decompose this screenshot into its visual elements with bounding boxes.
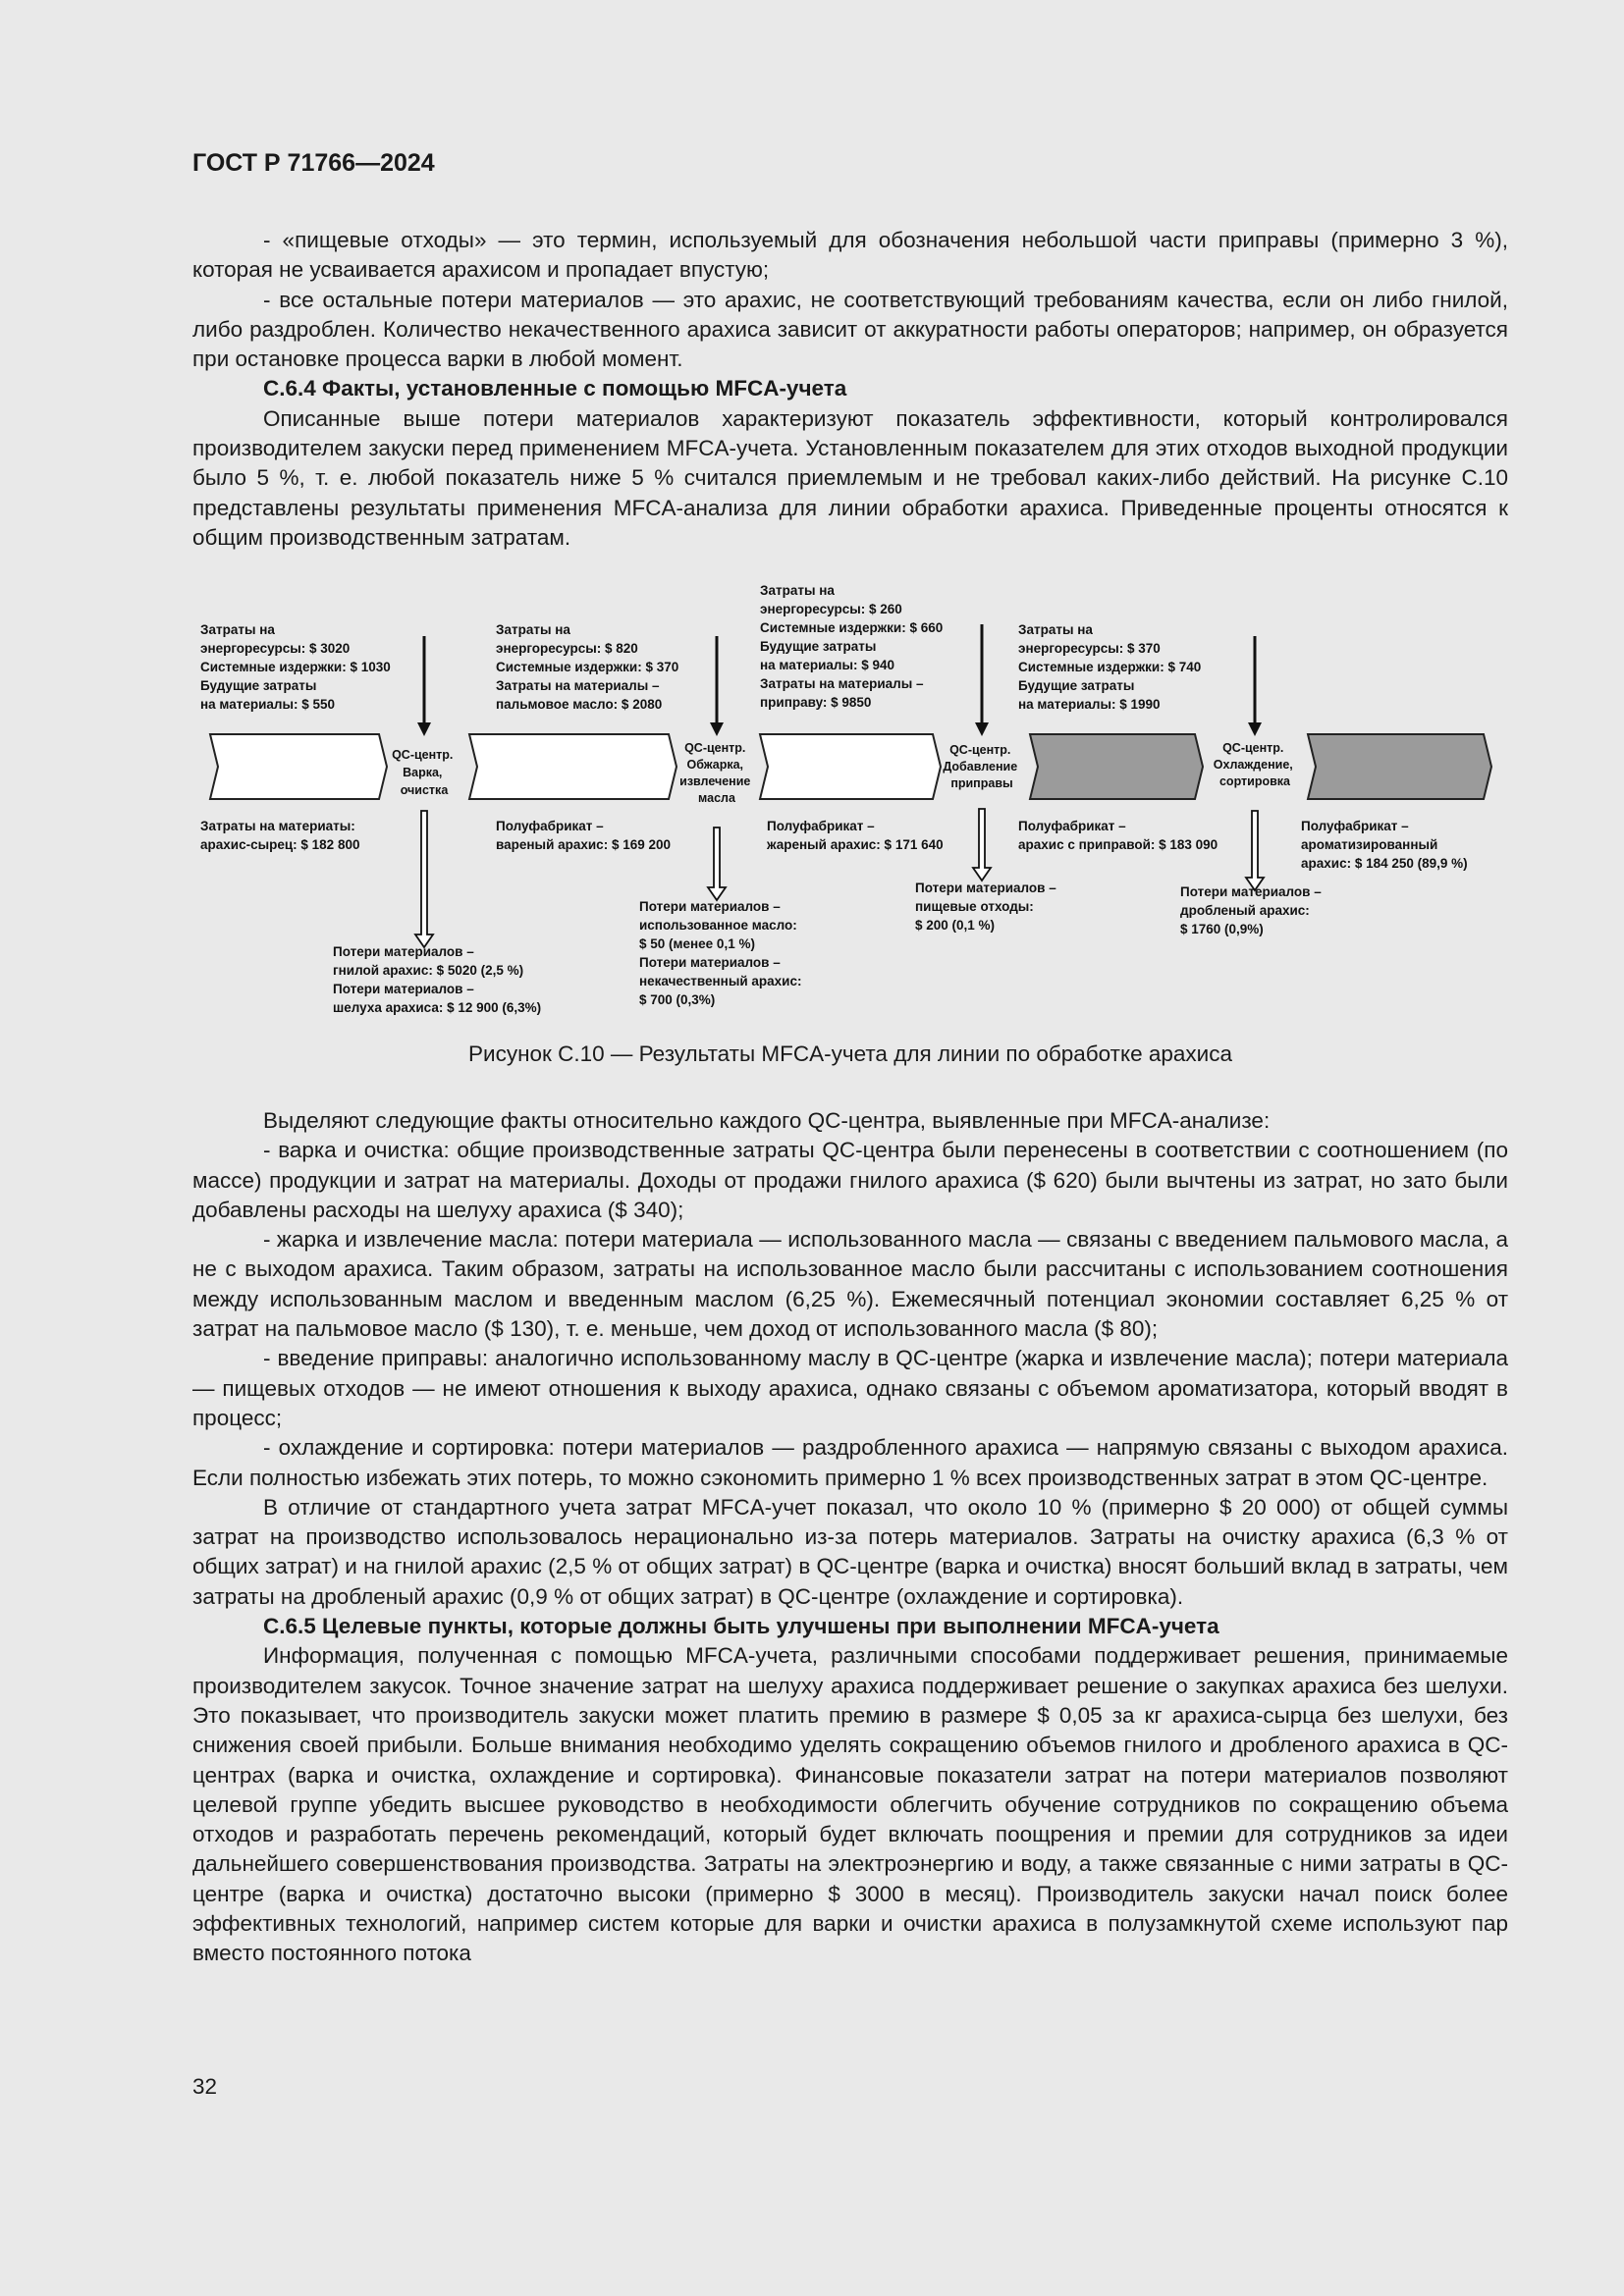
label-line: арахис-сырец: $ 182 800	[200, 837, 360, 852]
flow-arrow-5	[1308, 734, 1491, 799]
label-line: $ 200 (0,1 %)	[915, 918, 996, 933]
text-block-top	[192, 226, 1508, 553]
label-line: Будущие затраты	[760, 639, 877, 654]
label-line: Затраты на	[200, 622, 275, 637]
label-line: QC-центр.	[1222, 741, 1284, 755]
label-line: Обжарка,	[686, 758, 744, 772]
label-line: использованное масло:	[639, 918, 797, 933]
input-arrow-1	[417, 636, 431, 736]
label-line: дробленый арахис:	[1180, 903, 1310, 918]
label-line: вареный арахис: $ 169 200	[496, 837, 671, 852]
label-line: Полуфабрикат –	[767, 819, 875, 833]
mfca-flow-diagram	[192, 577, 1508, 1029]
flow-arrow-1	[210, 734, 387, 799]
qc-center-1	[392, 748, 457, 797]
label-line: сортировка	[1218, 774, 1291, 788]
label-line: арахис с приправой: $ 183 090	[1018, 837, 1218, 852]
label-line: гнилой арахис: $ 5020 (2,5 %)	[333, 963, 524, 978]
label-line: очистка	[400, 783, 449, 797]
label-line: некачественный арахис:	[639, 974, 802, 988]
label-line: энергоресурсы: $ 260	[760, 602, 902, 616]
flow-arrow-4	[1030, 734, 1203, 799]
loss-label-2	[639, 899, 805, 1007]
paragraph: Выделяют следующие факты относительно каждого QC-центра, выявленные при MFCA-анализе:	[263, 1108, 1271, 1133]
product-label-4	[1018, 819, 1218, 852]
label-line: Потери материалов –	[333, 982, 474, 996]
product-label-5	[1301, 819, 1468, 871]
section-heading: С.6.5 Целевые пункты, которые должны быть улучшены при выполнении MFCA-учета	[263, 1614, 1219, 1639]
label-line: энергоресурсы: $ 370	[1018, 641, 1161, 656]
label-line: Потери материалов –	[333, 944, 474, 959]
label-line: масла	[698, 791, 735, 805]
label-line: $ 700 (0,3%)	[639, 992, 716, 1007]
label-line: $ 50 (менее 0,1 %)	[639, 936, 755, 951]
section-heading: С.6.4 Факты, установленные с помощью MFCA-учета	[263, 376, 847, 401]
input-arrow-3	[975, 624, 989, 736]
product-label-3	[766, 819, 944, 852]
label-line: Затраты на	[496, 622, 570, 637]
label-line: Полуфабрикат –	[1018, 819, 1126, 833]
paragraph: В отличие от стандартного учета затрат MFCA-учет показал, что около 10 % (примерно $ 20 000) от общей суммы затрат на производство использовалось нерационально из-за потерь материалов. Затраты на очистку арахиса (6,3 % от общих затрат) и на гнилой арахис (2,5 % от общих затрат) в QC-центре (варка и очистка) вносят больший вклад в затраты, чем затраты на дробленый арахис (0,9 % от общих затрат) в QC-центре (охлаждение и сортировка).	[192, 1494, 1508, 1609]
input-arrow-2	[710, 636, 724, 736]
label-line: Затраты на материалы –	[496, 678, 660, 693]
input-costs-3	[760, 583, 947, 710]
label-line: пальмовое масло: $ 2080	[496, 697, 663, 712]
label-line: энергоресурсы: $ 3020	[200, 641, 351, 656]
loss-label-4	[1180, 884, 1326, 936]
qc-center-2	[679, 741, 754, 805]
paragraph: - жарка и извлечение масла: потери материала — использованного масла — связаны с введением пальмового масла, а не с выходом арахиса. Таким образом, затраты на использованное масло были рассчитаны с использованием соотношения между использованным маслом и введенным маслом (6,25 %). Ежемесячный потенциал экономии составляет 6,25 % от затрат на пальмовое масло ($ 130), т. е. меньше, чем доход от использованного масла ($ 80);	[192, 1227, 1508, 1342]
label-line: приправы	[950, 776, 1013, 790]
input-arrow-4	[1248, 636, 1262, 736]
paragraph: - все остальные потери материалов — это арахис, не соответствующий требованиям качества, если он либо гнилой, либо раздроблен. Количество некачественного арахиса зависит от аккуратности работы операторов; например, он образуется при остановке процесса варки в любой момент.	[192, 287, 1508, 372]
label-line: Будущие затраты	[1018, 678, 1135, 693]
flow-arrow-2	[469, 734, 677, 799]
label-line: QC-центр.	[949, 743, 1011, 757]
loss-label-1	[333, 944, 541, 1015]
label-line: QC-центр.	[684, 741, 746, 755]
label-line: Потери материалов –	[639, 899, 781, 914]
label-line: на материалы: $ 940	[760, 658, 895, 672]
input-costs-4	[1018, 622, 1205, 712]
label-line: Будущие затраты	[200, 678, 317, 693]
label-line: приправу: $ 9850	[760, 695, 872, 710]
loss-label-3	[915, 881, 1060, 933]
figure-caption: Рисунок С.10 — Результаты MFCA-учета для линии по обработке арахиса	[468, 1041, 1232, 1066]
flow-arrow-3	[760, 734, 941, 799]
qc-center-4	[1214, 741, 1296, 788]
label-line: Системные издержки: $ 370	[496, 660, 679, 674]
loss-arrow-2	[708, 828, 726, 900]
paragraph: - введение приправы: аналогично использованному маслу в QC-центре (жарка и извлечение масла); потери материала — пищевых отходов — не имеют отношения к выходу арахиса, однако связаны с объемом ароматизатора, который вводят в процесс;	[192, 1346, 1508, 1430]
label-line: Системные издержки: $ 660	[760, 620, 944, 635]
loss-arrow-4	[1246, 811, 1264, 890]
page-number: 32	[192, 2074, 218, 2099]
label-line: Полуфабрикат –	[496, 819, 604, 833]
label-line: Добавление	[943, 760, 1018, 774]
text-block-bottom	[192, 1106, 1508, 1969]
product-label-1	[200, 819, 359, 852]
label-line: Затраты на материаты:	[200, 819, 355, 833]
label-line: Затраты на	[760, 583, 835, 598]
product-label-2	[496, 819, 671, 852]
label-line: QC-центр.	[392, 748, 454, 762]
input-costs-2	[496, 622, 682, 712]
label-line: Потери материалов –	[1180, 884, 1322, 899]
label-line: $ 1760 (0,9%)	[1180, 922, 1264, 936]
loss-arrow-1	[415, 811, 433, 947]
label-line: шелуха арахиса: $ 12 900 (6,3%)	[333, 1000, 542, 1015]
loss-arrow-3	[973, 809, 991, 881]
qc-center-3	[943, 743, 1020, 790]
paragraph: Информация, полученная с помощью MFCA-учета, различными способами поддерживает решения, принимаемые производителем закусок. Точное значение затрат на шелуху арахиса поддерживает решение о закупках арахиса без шелухи. Это показывает, что производитель закуски может платить премию в размере $ 0,05 за кг арахиса-сырца без шелухи, без снижения своей прибыли. Больше внимания необходимо уделять сокращению объемов гнилого и дробленого арахиса в QC-центрах (варка и очистка, охлаждение и сортировка). Финансовые показатели затрат на потери материалов позволяют целевой группе убедить высшее руководство в необходимости облегчить обучение сотрудников по сокращению объема отходов и разработать перечень рекомендаций, который будет включать поощрения и премии для сотрудников за идеи дальнейшего совершенствования производства. Затраты на электроэнергию и воду, а также связанные с ними затраты в QC-центре (варка и очистка) достаточно высоки (примерно $ 3000 в месяц). Производитель закуски начал поиск более эффективных технологий, например систем которые для варки и очистки арахиса в полузамкнутой схеме используют пар вместо постоянного потока	[192, 1643, 1508, 1966]
paragraph: Описанные выше потери материалов характеризуют показатель эффективности, который контролировался производителем закуски перед применением MFCA-учета. Установленным показателем для этих отходов выходной продукции было 5 %, т. е. любой показатель ниже 5 % считался приемлемым и не требовал каких-либо действий. На рисунке С.10 представлены результаты применения MFCA-анализа для линии обработки арахиса. Приведенные проценты относятся к общим производственным затратам.	[192, 405, 1508, 550]
label-line: Потери материалов –	[915, 881, 1056, 895]
label-line: жареный арахис: $ 171 640	[767, 837, 944, 852]
paragraph: - варка и очистка: общие производственные затраты QC-центра были перенесены в соответствии с соотношением (по массе) продукции и затрат на материалы. Доходы от продажи гнилого арахиса ($ 620) были вычтены из затрат, но зато были добавлены расходы на шелуху арахиса ($ 340);	[192, 1138, 1508, 1222]
paragraph: - охлаждение и сортировка: потери материалов — раздробленного арахиса — напрямую связаны с выходом арахиса. Если полностью избежать этих потерь, то можно сэкономить примерно 1 % всех производственных затрат в этом QC-центре.	[192, 1435, 1508, 1490]
label-line: Потери материалов –	[639, 955, 781, 970]
label-line: Системные издержки: $ 1030	[200, 660, 391, 674]
label-line: Системные издержки: $ 740	[1018, 660, 1202, 674]
label-line: Затраты на	[1018, 622, 1093, 637]
label-line: извлечение	[679, 774, 751, 788]
paragraph: - «пищевые отходы» — это термин, используемый для обозначения небольшой части приправы (примерно 3 %), которая не усваивается арахисом и пропадает впустую;	[192, 228, 1508, 283]
label-line: ароматизированный	[1301, 837, 1438, 852]
label-line: Затраты на материалы –	[760, 676, 924, 691]
document-header: ГОСТ Р 71766—2024	[192, 149, 435, 177]
label-line: на материалы: $ 550	[200, 697, 336, 712]
label-line: пищевые отходы:	[915, 899, 1034, 914]
label-line: на материалы: $ 1990	[1018, 697, 1161, 712]
label-line: арахис: $ 184 250 (89,9 %)	[1301, 856, 1468, 871]
label-line: Охлаждение,	[1213, 758, 1293, 772]
label-line: энергоресурсы: $ 820	[496, 641, 638, 656]
label-line: Варка,	[403, 766, 443, 779]
label-line: Полуфабрикат –	[1301, 819, 1409, 833]
input-costs-1	[200, 622, 395, 712]
